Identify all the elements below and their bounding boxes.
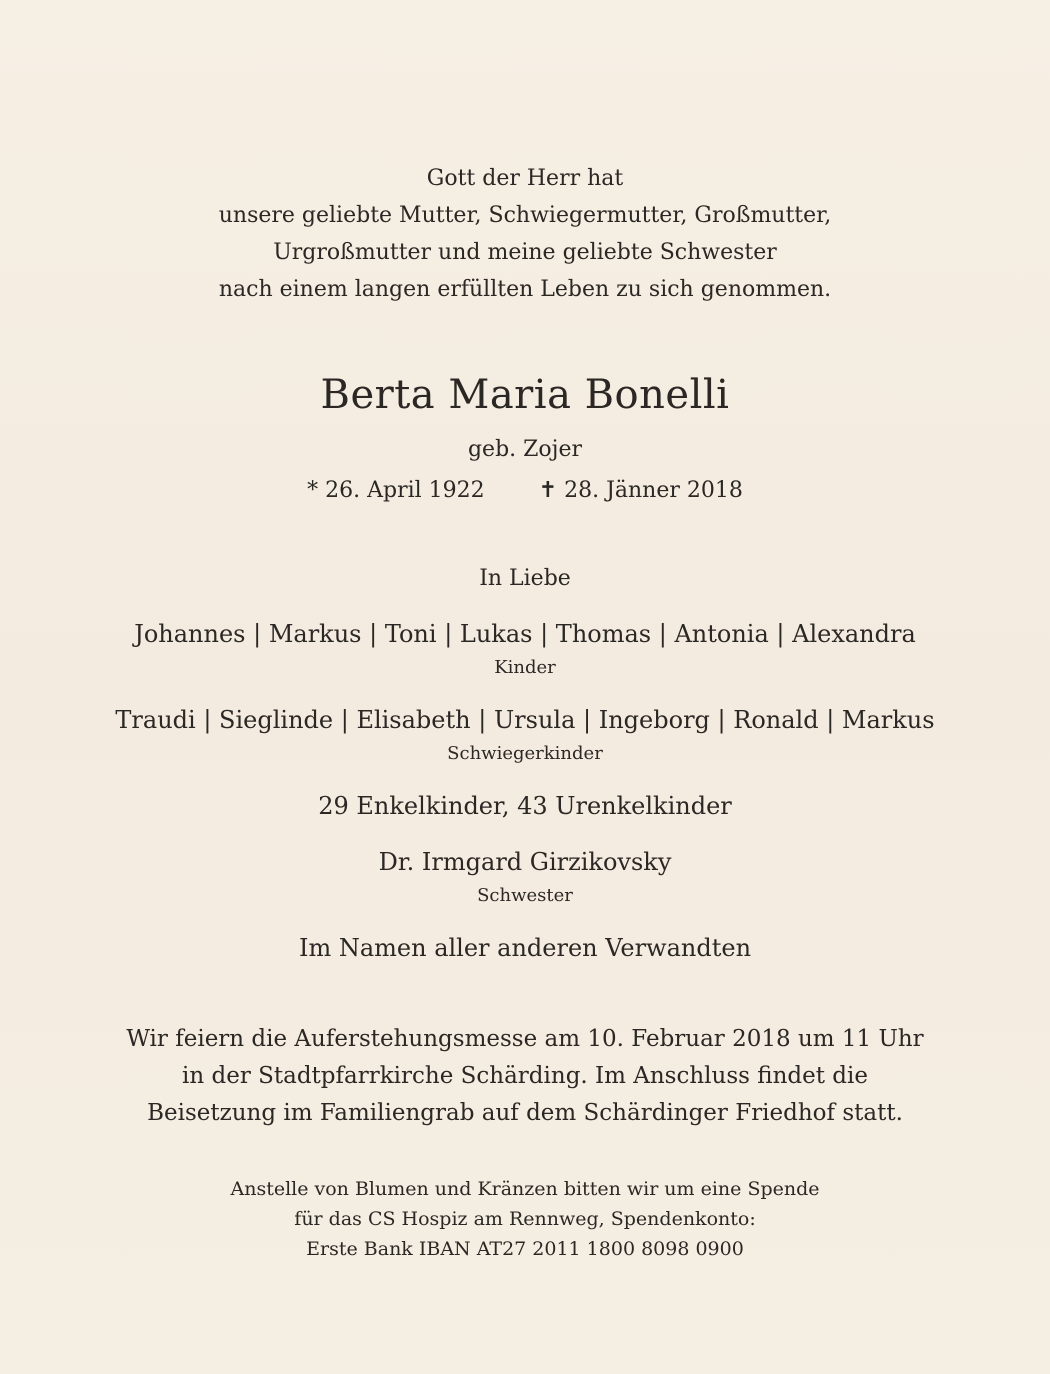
donation-line-1: Anstelle von Blumen und Kränzen bitten wir um eine Spende: [230, 1178, 820, 1200]
children-in-law-names: Traudi | Sieglinde | Elisabeth | Ursula | Ingeborg | Ronald | Markus: [115, 706, 935, 734]
deceased-name: Berta Maria Bonelli: [320, 372, 730, 418]
donation-line-3: Erste Bank IBAN AT27 2011 1800 8098 0900: [306, 1238, 744, 1260]
children-names: Johannes | Markus | Toni | Lukas | Thomas | Antonia | Alexandra: [134, 620, 916, 648]
intro-line-4: nach einem langen erfüllten Leben zu sich genommen.: [218, 277, 832, 302]
intro-line-1: Gott der Herr hat: [426, 166, 624, 191]
sister-relation: Schwester: [477, 885, 573, 906]
cross-icon: ✝: [538, 478, 558, 503]
birth-name: geb. Zojer: [467, 437, 583, 462]
children-in-law-relation: Schwiegerkinder: [447, 743, 603, 764]
intro-line-3: Urgroßmutter und meine geliebte Schwester: [273, 240, 777, 265]
intro-line-2: unsere geliebte Mutter, Schwiegermutter, Großmutter,: [218, 203, 832, 228]
donation-line-2: für das CS Hospiz am Rennweg, Spendenkonto:: [294, 1208, 756, 1230]
service-line-3: Beisetzung im Familiengrab auf dem Schärdinger Friedhof statt.: [147, 1100, 903, 1126]
sister-name: Dr. Irmgard Girzikovsky: [378, 848, 672, 876]
life-dates: [0, 478, 1050, 503]
in-love-label: In Liebe: [479, 566, 571, 591]
service-line-1: Wir feiern die Auferstehungsmesse am 10. Februar 2018 um 11 Uhr: [126, 1026, 924, 1052]
death-date: 28. Jänner 2018: [564, 478, 743, 503]
grandchildren: 29 Enkelkinder, 43 Urenkelkinder: [318, 792, 732, 820]
birth-symbol: *: [307, 478, 319, 503]
service-line-2: in der Stadtpfarrkirche Schärding. Im Anschluss findet die: [182, 1063, 868, 1089]
birth-date: 26. April 1922: [325, 478, 485, 503]
relatives-note: Im Namen aller anderen Verwandten: [298, 934, 752, 962]
children-relation: Kinder: [494, 657, 556, 678]
